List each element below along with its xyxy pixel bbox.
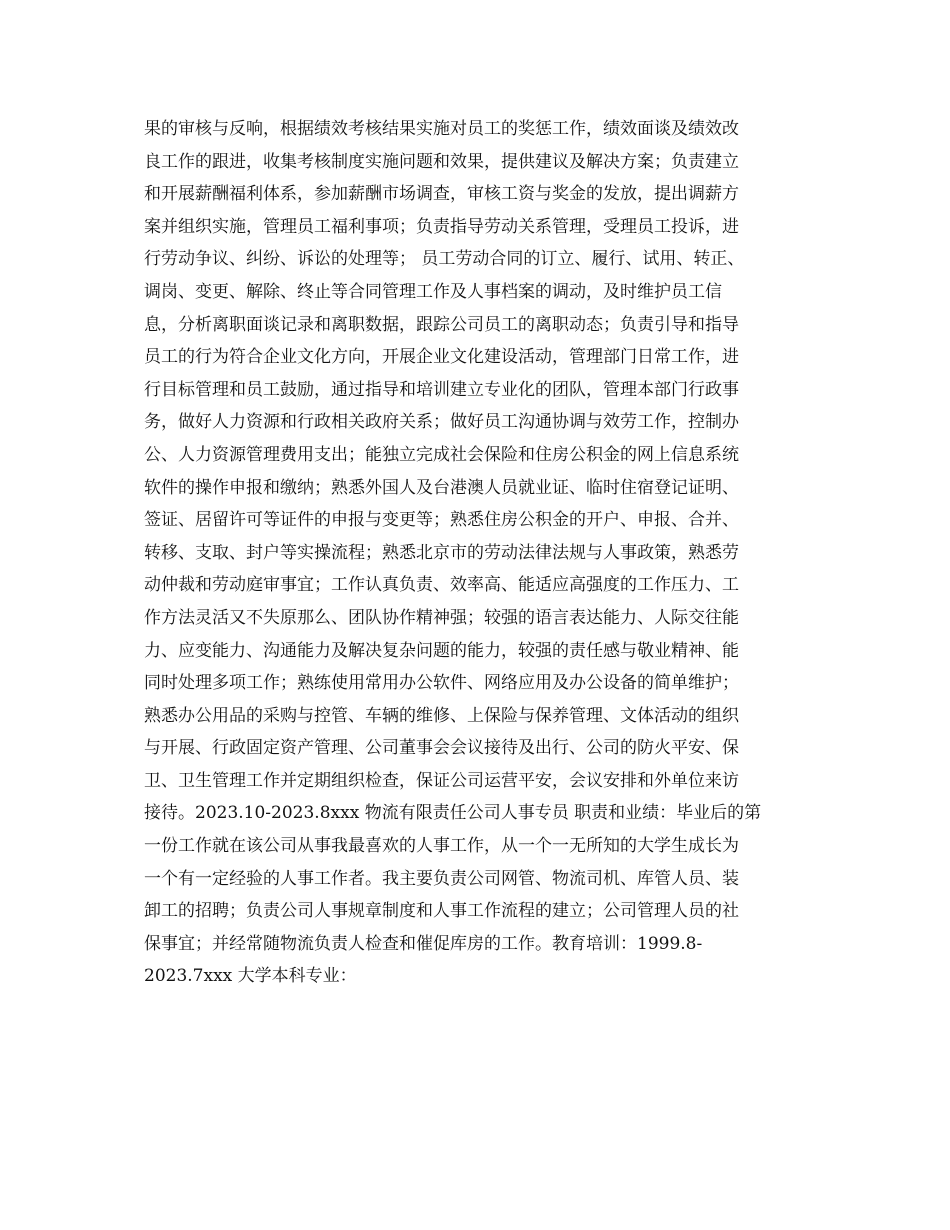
- text-line: 卫、卫生管理工作并定期组织检查，保证公司运营平安，会议安排和外单位来访: [144, 770, 739, 791]
- text-line: 接待。2023.10-2023.8xxx 物流有限责任公司人事专员 职责和业绩：毕业后的第: [144, 803, 762, 824]
- text-line: 良工作的跟进，收集考核制度实施问题和效果，提供建议及解决方案；负责建立: [144, 151, 739, 172]
- text-line: 员工的行为符合企业文化方向，开展企业文化建设活动，管理部门日常工作，进: [144, 347, 739, 368]
- text-line: 软件的操作申报和缴纳；熟悉外国人及台港澳人员就业证、临时住宿登记证明、: [144, 477, 739, 498]
- text-line: 一个有一定经验的人事工作者。我主要负责公司网管、物流司机、库管人员、装: [144, 868, 739, 889]
- text-line: 公、人力资源管理费用支出；能独立完成社会保险和住房公积金的网上信息系统: [144, 444, 739, 465]
- text-line: 动仲裁和劳动庭审事宜；工作认真负责、效率高、能适应高强度的工作压力、工: [144, 575, 739, 596]
- text-line: 保事宜；并经常随物流负责人检查和催促库房的工作。教育培训：1999.8-: [144, 933, 703, 954]
- text-line: 和开展薪酬福利体系，参加薪酬市场调查，审核工资与奖金的发放，提出调薪方: [144, 184, 739, 205]
- document-body: [144, 113, 810, 993]
- text-line: 务，做好人力资源和行政相关政府关系；做好员工沟通协调与效劳工作，控制办: [144, 412, 739, 433]
- text-line: 力、应变能力、沟通能力及解决复杂问题的能力，较强的责任感与敬业精神、能: [144, 640, 739, 661]
- text-line: 同时处理多项工作；熟练使用常用办公软件、网络应用及办公设备的简单维护；: [144, 673, 739, 694]
- text-line: 转移、支取、封户等实操流程；熟悉北京市的劳动法律法规与人事政策，熟悉劳: [144, 542, 739, 563]
- text-line: 案并组织实施，管理员工福利事项；负责指导劳动关系管理，受理员工投诉，进: [144, 216, 739, 237]
- text-line: 签证、居留许可等证件的申报与变更等；熟悉住房公积金的开户、申报、合并、: [144, 510, 739, 531]
- text-line: 作方法灵活又不失原那么、团队协作精神强；较强的语言表达能力、人际交往能: [144, 607, 739, 628]
- text-line: 卸工的招聘；负责公司人事规章制度和人事工作流程的建立；公司管理人员的社: [144, 901, 739, 922]
- text-line: 行目标管理和员工鼓励，通过指导和培训建立专业化的团队，管理本部门行政事: [144, 379, 739, 400]
- text-line: 与开展、行政固定资产管理、公司董事会会议接待及出行、公司的防火平安、保: [144, 738, 739, 759]
- text-line: 2023.7xxx 大学本科专业：: [144, 966, 357, 987]
- text-line: 行劳动争议、纠纷、诉讼的处理等； 员工劳动合同的订立、履行、试用、转正、: [144, 249, 745, 270]
- text-line: 果的审核与反响，根据绩效考核结果实施对员工的奖惩工作，绩效面谈及绩效改: [144, 119, 739, 139]
- text-line: 调岗、变更、解除、终止等合同管理工作及人事档案的调动，及时维护员工信: [144, 281, 722, 302]
- text-line: 一份工作就在该公司从事我最喜欢的人事工作，从一个一无所知的大学生成长为: [144, 836, 739, 857]
- text-line: 熟悉办公用品的采购与控管、车辆的维修、上保险与保养管理、文体活动的组织: [144, 705, 739, 726]
- text-line: 息，分析离职面谈记录和离职数据，跟踪公司员工的离职动态；负责引导和指导: [144, 314, 739, 335]
